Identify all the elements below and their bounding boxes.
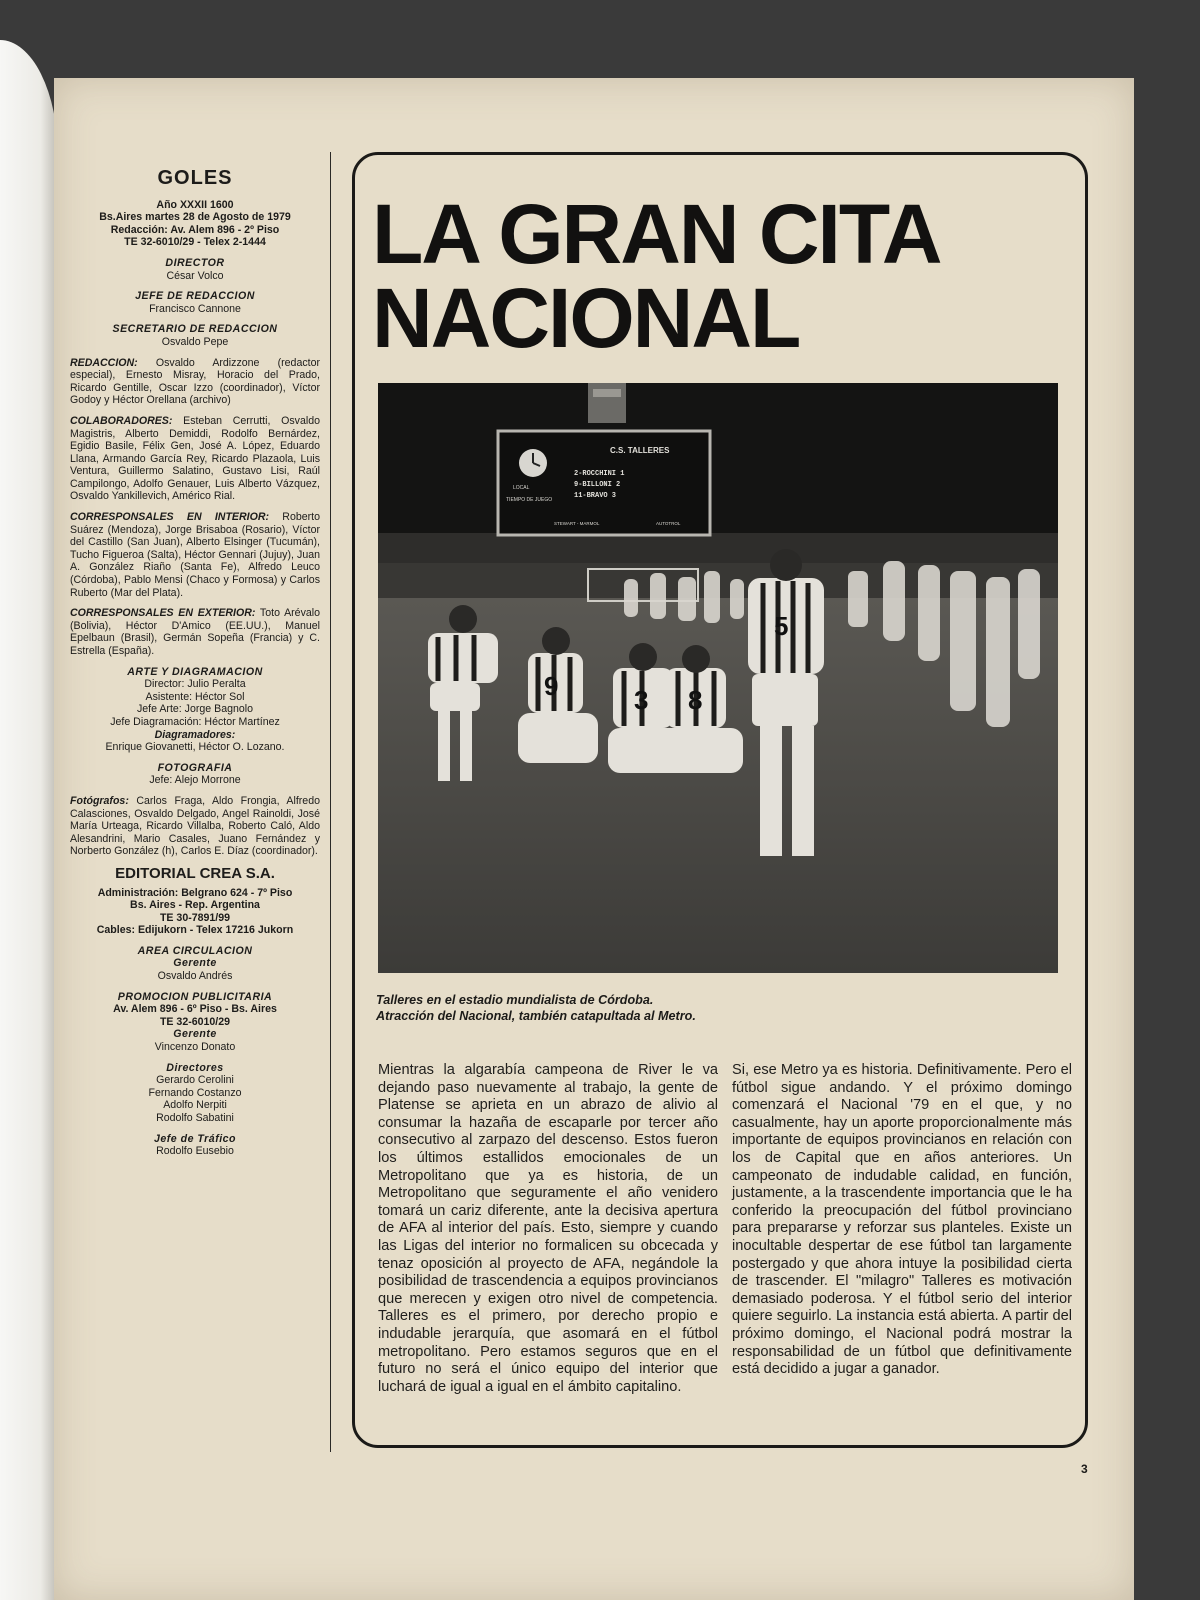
article-photo (378, 383, 1058, 973)
jersey-number-5: 5 (774, 611, 789, 641)
promocion-block: PROMOCION PUBLICITARIA Av. Alem 896 - 6º Piso - Bs. Aires TE 32-6010/29 Gerente Vincenzo Donato (113, 990, 277, 1054)
address-line: Redacción: Av. Alem 896 - 2º Piso (110, 223, 280, 236)
jersey-number-9: 9 (544, 671, 559, 701)
article-column-2: Si, ese Metro ya es historia. Definitivamente. Pero el fútbol sigue andando. Y el próximo domingo comenzará el Nacional '79 en el que, y no casualmente, hay un aporte proporcionalmente más importante de equipos provincianos en relación con los de Capital que en años anteriores. Un campeonato de indudable calidad, en función, justamente, a la trascendente importancia que le ha conferido la preocupación del fútbol provinciano para prepararse y reforzar sus planteles. Existe un inocultable despertar de ese fútbol tan largamente postergado y que ahora intuye la posibilidad cierta de trascender. El "milagro" Talleres es motivación demasiado poderosa. Y el fútbol serio del interior quiere seguirlo. La instancia está abierta. A partir del próximo domingo, el Nacional podrá mostrar la responsabilidad de un fútbol que definitivamente está decidido a jugar a ganador. (732, 1062, 1072, 1378)
corresponsales-exterior-block: CORRESPONSALES EN EXTERIOR: Toto Arévalo (Bolivia), Héctor D'Amico (EE.UU.), Manuel Epelbaun (Brasil), Germán Sopeña (Francia) y C. Estrella (España). (70, 607, 320, 657)
scoreboard-line-1: 2-ROCCHINI 1 (574, 470, 625, 478)
caption-line-2: Atracción del Nacional, también catapultada al Metro. (376, 1009, 696, 1023)
jersey-number-3: 3 (634, 685, 649, 715)
arte-block: ARTE Y DIAGRAMACION Director: Julio Peralta Asistente: Héctor Sol Jefe Arte: Jorge Bagnolo Jefe Diagramación: Héctor Martínez Diagramadores: Enrique Giovanetti, Héctor O. Lozano. (105, 665, 285, 754)
scoreboard-sponsor-left: STEWART - MARMOL (554, 521, 600, 526)
scoreboard-line-2: 9-BILLONI 2 (574, 481, 621, 489)
scoreboard-period-label: TIEMPO DE JUEGO (506, 497, 553, 503)
area-circulacion-block: AREA CIRCULACION Gerente Osvaldo Andrés (137, 944, 253, 983)
scoreboard-line-3: 11-BRAVO 3 (574, 492, 617, 500)
article-headline (372, 187, 1072, 365)
jefe-redaccion-block: JEFE DE REDACCION Francisco Cannone (135, 290, 255, 315)
scoreboard-sponsor-right: AUTOTROL (656, 521, 681, 526)
secretario-block: SECRETARIO DE REDACCION Osvaldo Pepe (112, 323, 278, 348)
corresponsales-interior-block: CORRESPONSALES EN INTERIOR: Roberto Suárez (Mendoza), Jorge Brisaboa (Rosario), Víctor del Castillo (San Juan), Alberto Elsinger (Tucumán), Tucho Figueroa (Salta), Héctor Gennari (Jujuy), Juan A. González Riaño (Santa Fe), Alfredo Leuco (Córdoba), Pablo Mensi (Chaco y Formosa) y Carlos Ruberto (Mar del Plata). (70, 511, 320, 599)
phone-line: TE 32-6010/29 - Telex 2-1444 (124, 236, 266, 249)
fotografos-block: Fotógrafos: Carlos Fraga, Aldo Frongia, Alfredo Calasciones, Osvaldo Delgado, Angel Rainoldi, José María Urteaga, Ricardo Villalba, Roberto Caló, Aldo Alesandrini, Mario Casales, Juano Fernández y Norberto González (h), Carlos E. Díaz (coordinador). (70, 794, 320, 858)
fotografia-block: FOTOGRAFIA Jefe: Alejo Morrone (149, 761, 241, 787)
jersey-number-8: 8 (688, 685, 703, 715)
trafico-block: Jefe de Tráfico Rodolfo Eusebio (153, 1132, 237, 1158)
issue-line: Año XXXII 1600 (156, 198, 234, 211)
colaboradores-block: COLABORADORES: Esteban Cerrutti, Osvaldo Magistris, Alberto Demiddi, Rodolfo Bernárdez, Egidio Basile, Félix Gen, José A. López, Eduardo Llana, Armando García Rey, Ricardo Plazaola, Luis Ventura, Guillermo Salatino, Gustavo Lisi, Raúl Campilongo, Adolfo Genauer, Luis Alberto Vázquez, Osvaldo Yankillevich, Américo Rial. (70, 414, 320, 503)
column-divider (330, 152, 331, 1452)
photo-caption (376, 992, 1066, 1024)
redaccion-block: REDACCION: Osvaldo Ardizzone (redactor especial), Ernesto Misray, Horacio del Prado, Ricardo Gentille, Oscar Izzo (coordinador), Víctor Godoy y Héctor Orellana (archivo) (70, 356, 320, 407)
administracion-block: Administración: Belgrano 624 - 7º Piso Bs. Aires - Rep. Argentina TE 30-7891/99 Cables: Edijukorn - Telex 17216 Jukorn (96, 886, 294, 937)
masthead-staff-box (70, 167, 320, 1166)
article-column-1: Mientras la algarabía campeona de River le va dejando paso nuevamente al trabajo, la gente de Platense se aprieta en un abrazo de alivio al consumar la hazaña de escaparle por tercer año consecutivo al zarpazo del descenso. Estos fueron los últimos estallidos emocionales de un Metropolitano que ya es historia, de un Metropolitano que seguramente el año venidero tomará un cariz diferente, ante la decisiva apertura de AFA al interior del país. Esto, siempre y cuando las Ligas del interior no formalicen su obcecada y tenaz oposición al proyecto de AFA, negándole la posibilidad de trascendencia a equipos provincianos que merecen y exigen otro nivel de competencia. Talleres es el primero, por derecho propio e indudable jerarquía, que asomará en el fútbol metropolitano. Pero estamos seguros que en el futuro no será el único equipo del interior que luchará de igual a igual en el ámbito capitalino. (378, 1062, 718, 1395)
date-line: Bs.Aires martes 28 de Agosto de 1979 (99, 211, 291, 224)
publisher-name: EDITORIAL CREA S.A. (115, 864, 275, 882)
previous-page-edge (0, 40, 58, 1600)
page-number: 3 (1081, 1462, 1088, 1476)
masthead-title: GOLES (157, 167, 233, 189)
scoreboard-title: C.S. TALLERES (610, 446, 670, 455)
directores-block: Directores Gerardo Cerolini Fernando Costanzo Adolfo Nerpiti Rodolfo Sabatini (148, 1061, 242, 1124)
headline-line-2: NACIONAL (372, 271, 800, 365)
director-block: DIRECTOR César Volco (165, 256, 225, 282)
headline-line-1: LA GRAN CITA (372, 187, 941, 281)
masthead-info (70, 199, 320, 249)
scoreboard-local-label: LOCAL (513, 485, 530, 491)
caption-line-1: Talleres en el estadio mundialista de Córdoba. (376, 993, 654, 1007)
